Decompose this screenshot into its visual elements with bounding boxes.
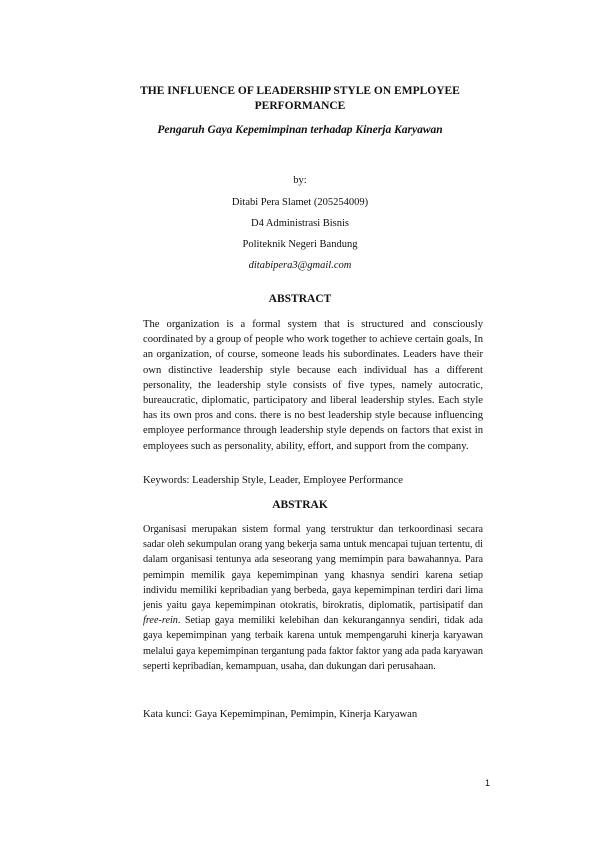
author-name: Ditabi Pera Slamet (205254009) (231, 197, 369, 208)
abstrak-heading: ABSTRAK (272, 499, 328, 511)
abstrak-body-italic: free-rein (143, 615, 178, 627)
abstract-body: The organization is a formal system that is structured and consciously coordinated by a group of people who work together to achieve certain goals, In an organization, of course, someone leads his subordinates. Leaders have their own distinctive leadership style because each individual has a different personality, the leadership style consists of five types, namely autocratic, bureaucratic, diplomatic, participatory and liberal leadership styles. Each style has its own pros and cons. there is no best leadership style because influencing employee performance through leadership style depends on factors that exist in employees such as personality, ability, effort, and support from the company. (143, 319, 483, 452)
author-program: D4 Administrasi Bisnis (250, 218, 349, 229)
abstract-heading: ABSTRACT (268, 293, 332, 305)
author-by-label: by: (293, 175, 307, 186)
author-block (150, 170, 450, 276)
abstrak-body-part1: Organisasi merupakan sistem formal yang terstruktur dan terkoordinasi secara sadar oleh sekumpulan orang yang bekerja sama untuk mencapai tujuan tertentu, di dalam organisasi tentunya ada seseorang yang memimpin para bawahannya. Para pemimpin memilik gaya kepemimpinan yang khasnya sendiri karena setiap individu memiliki kepribadian yang berbeda, gaya kepemimpinan terdiri dari lima jenis yaitu gaya kepemimpinan otokratis, birokratis, diplomatik, partisipatif dan (143, 524, 483, 612)
abstrak-body (143, 522, 483, 674)
paper-subtitle: Pengaruh Gaya Kepemimpinan terhadap Kinerja Karyawan (157, 124, 443, 136)
abstract-keywords: Keywords: Leadership Style, Leader, Employee Performance (143, 475, 403, 486)
page-number: 1 (484, 778, 490, 788)
paper-title: THE INFLUENCE OF LEADERSHIP STYLE ON EMPLOYEE PERFORMANCE (140, 85, 460, 112)
author-email: ditabipera3@gmail.com (248, 260, 352, 271)
author-institution: Politeknik Negeri Bandung (242, 239, 358, 250)
abstrak-body-part2: . Setiap gaya memiliki kelebihan dan kekurangannya sendiri, tidak ada gaya kepemimpinan yang terbaik karena untuk mempengaruhi kinerja karyawan melalui gaya kepemimpinan tergantung pada faktor faktor yang ada pada karyawan seperti kepribadian, kemampuan, usaha, dan dukungan dari perusahaan. (143, 615, 483, 672)
abstrak-keywords: Kata kunci: Gaya Kepemimpinan, Pemimpin, Kinerja Karyawan (143, 709, 418, 720)
